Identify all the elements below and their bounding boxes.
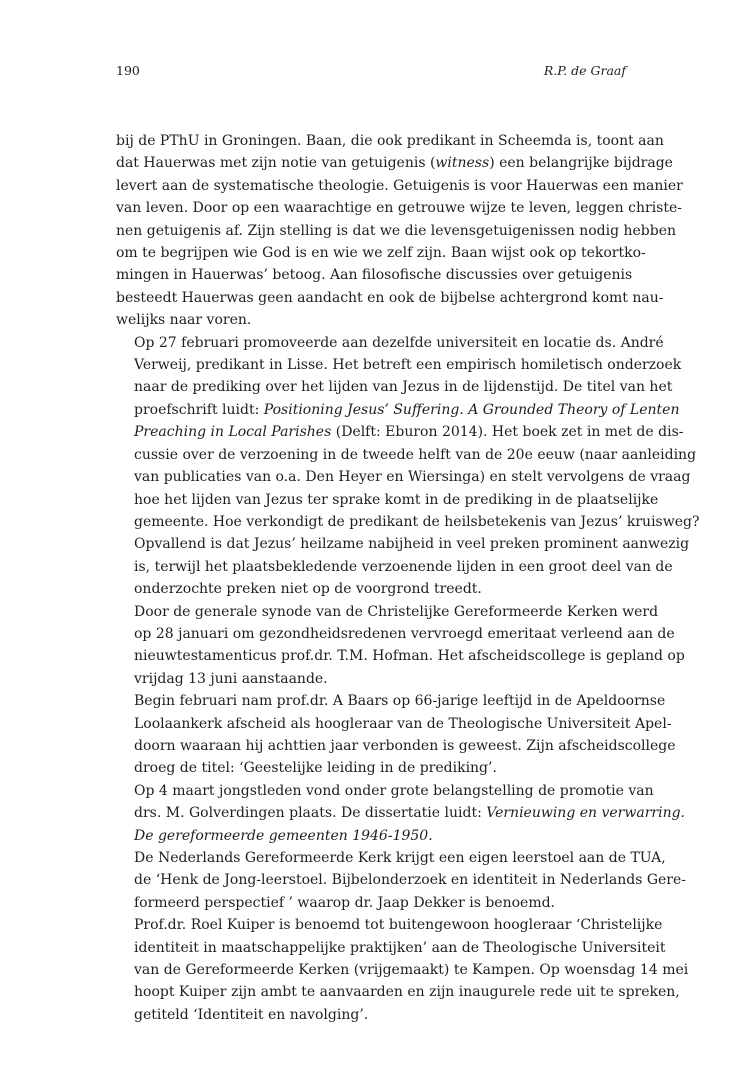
paragraph: [116, 332, 700, 601]
text-line: [116, 399, 680, 421]
text-run: van leven. Door op een waarachtige en getrouwe wijze te leven, leggen christe-: [116, 200, 682, 217]
text-line: [116, 892, 626, 914]
paragraph: [116, 601, 685, 691]
text-line: [116, 735, 676, 757]
text-line: [116, 309, 626, 331]
text-run: van publicaties van o.a. Den Heyer en Wiersinga) en stelt vervolgens de vraag: [134, 469, 691, 486]
text-line: [116, 533, 690, 555]
text-line: [116, 623, 675, 645]
text-line: [116, 489, 659, 511]
text-line: [116, 914, 663, 936]
text-line: [116, 242, 646, 264]
text-line: [116, 466, 691, 488]
text-line: [116, 937, 666, 959]
text-run: getiteld ‘Identiteit en navolging’.: [134, 1006, 369, 1023]
text-run: proefschrift luidt:: [134, 401, 264, 418]
body-text: [116, 130, 700, 1026]
text-run: hoopt Kuiper zijn ambt te aanvaarden en zijn inaugurele rede uit te spreken,: [134, 984, 680, 1001]
text-run: vrijdag 13 juni aanstaande.: [134, 670, 328, 687]
text-run: nen getuigenis af. Zijn stelling is dat we die levensgetuigenissen nodig hebben: [116, 222, 677, 239]
text-line: [116, 825, 626, 847]
text-run: Begin februari nam prof.dr. A Baars op 66-jarige leeftijd in de Apeldoornse: [134, 693, 666, 710]
text-line: [116, 780, 654, 802]
text-run: Op 27 februari promoveerde aan dezelfde universiteit en locatie ds. André: [134, 334, 664, 351]
text-run: onderzochte preken niet op de voorgrond treedt.: [134, 581, 482, 598]
text-line: [116, 264, 633, 286]
text-run: Prof.dr. Roel Kuiper is benoemd tot buitengewoon hoogleraar ‘Christelijke: [134, 917, 663, 934]
running-header: [116, 63, 626, 85]
text-run: levert aan de systematische theologie. Getuigenis is voor Hauerwas een manier: [116, 177, 683, 194]
text-run: doorn waaraan hij achttien jaar verbonden is geweest. Zijn afscheidscollege: [134, 737, 676, 754]
text-run: is, terwijl het plaatsbekledende verzoenende lijden in een groot deel van de: [134, 558, 673, 575]
text-run: Opvallend is dat Jezus’ heilzame nabijheid in veel preken prominent aanwezig: [134, 536, 690, 553]
text-run: de ‘Henk de Jong-leerstoel. Bijbelonderzoek en identiteit in Nederlands Gere-: [134, 872, 687, 889]
text-line: [116, 668, 626, 690]
text-line: [116, 601, 659, 623]
text-run: nieuwtestamenticus prof.dr. T.M. Hofman. Het afscheidscollege is gepland op: [134, 648, 685, 665]
text-run: van de Gereformeerde Kerken (vrijgemaakt) te Kampen. Op woensdag 14 mei: [134, 962, 689, 979]
text-run: Op 4 maart jongstleden vond onder grote belangstelling de promotie van: [134, 782, 654, 799]
text-run: drs. M. Golverdingen plaats. De dissertatie luidt:: [134, 805, 487, 822]
italic-text: Positioning Jesus’ Suffering. A Grounded Theory of Lenten: [263, 401, 680, 418]
text-line: [116, 645, 685, 667]
text-run: Verweij, predikant in Lisse. Het betreft een empirisch homiletisch onderzoek: [134, 357, 682, 374]
text-run: De Nederlands Gereformeerde Kerk krijgt een eigen leerstoel aan de TUA,: [134, 850, 666, 866]
text-run: bij de PThU in Groningen. Baan, die ook predikant in Scheemda is, toont aan: [116, 133, 664, 149]
text-run: om te begrijpen wie God is en wie we zelf zijn. Baan wijst ook op tekortko-: [116, 245, 646, 262]
text-line: [116, 1004, 626, 1026]
text-line: [116, 847, 666, 869]
text-line: [116, 421, 684, 443]
text-run: mingen in Hauerwas’ betoog. Aan filosofische discussies over getuigenis: [116, 267, 633, 284]
text-run: formeerd perspectief ’ waarop dr. Jaap Dekker is benoemd.: [134, 894, 556, 911]
text-run: Loolaankerk afscheid als hoogleraar van de Theologische Universiteit Apel-: [134, 715, 672, 732]
text-line: [116, 152, 673, 174]
italic-text: witness: [435, 155, 490, 172]
text-run: op 28 januari om gezondheidsredenen vervroegd emeritaat verleend aan de: [134, 625, 675, 642]
text-run: naar de prediking over het lijden van Jezus in de lijdenstijd. De titel van het: [134, 379, 673, 396]
text-line: [116, 354, 682, 376]
text-line: [116, 287, 664, 309]
text-line: [116, 332, 664, 354]
paragraph: [116, 780, 685, 847]
text-run: droeg de titel: ‘Geestelijke leiding in de prediking’.: [134, 760, 497, 777]
text-run: (Delft: Eburon 2014). Het boek zet in met de dis-: [331, 424, 684, 441]
paragraph: [116, 914, 689, 1026]
text-line: [116, 578, 626, 600]
text-run: welijks naar voren.: [116, 312, 252, 329]
text-run: gemeente. Hoe verkondigt de predikant de heilsbetekenis van Jezus’ kruisweg?: [134, 513, 700, 530]
running-head-author: R.P. de Graaf: [543, 63, 626, 78]
italic-text: De gereformeerde gemeenten 1946-1950.: [134, 827, 433, 844]
text-run: cussie over de verzoening in de tweede helft van de 20e eeuw (naar aanleiding: [134, 446, 697, 463]
text-run: identiteit in maatschappelijke praktijken’ aan de Theologische Universiteit: [134, 939, 666, 956]
text-line: [116, 690, 666, 712]
text-line: [116, 981, 680, 1003]
text-run: Door de generale synode van de Christelijke Gereformeerde Kerken werd: [134, 603, 659, 620]
text-run: besteedt Hauerwas geen aandacht en ook de bijbelse achtergrond komt nau-: [116, 289, 664, 306]
text-line: [116, 220, 677, 242]
text-line: [116, 376, 673, 398]
text-line: [116, 175, 683, 197]
text-line: [116, 869, 687, 891]
text-line: [116, 959, 689, 981]
italic-text: Preaching in Local Parishes: [134, 424, 332, 441]
page-number: 190: [116, 63, 140, 78]
text-line: [116, 511, 700, 533]
text-line: [116, 802, 685, 824]
paragraph: [116, 130, 683, 332]
paragraph: [116, 690, 676, 780]
text-run: dat Hauerwas met zijn notie van getuigenis (: [116, 155, 436, 172]
text-line: [116, 757, 626, 779]
text-run: hoe het lijden van Jezus ter sprake komt in de prediking in de plaatselijke: [134, 491, 659, 508]
text-line: [116, 556, 673, 578]
text-run: ) een belangrijke bijdrage: [489, 155, 673, 172]
text-line: [116, 197, 682, 219]
italic-text: Vernieuwing en verwarring.: [486, 805, 685, 822]
text-line: [116, 444, 697, 466]
text-line: [116, 713, 672, 735]
paragraph: [116, 847, 687, 914]
text-line: [116, 130, 664, 152]
